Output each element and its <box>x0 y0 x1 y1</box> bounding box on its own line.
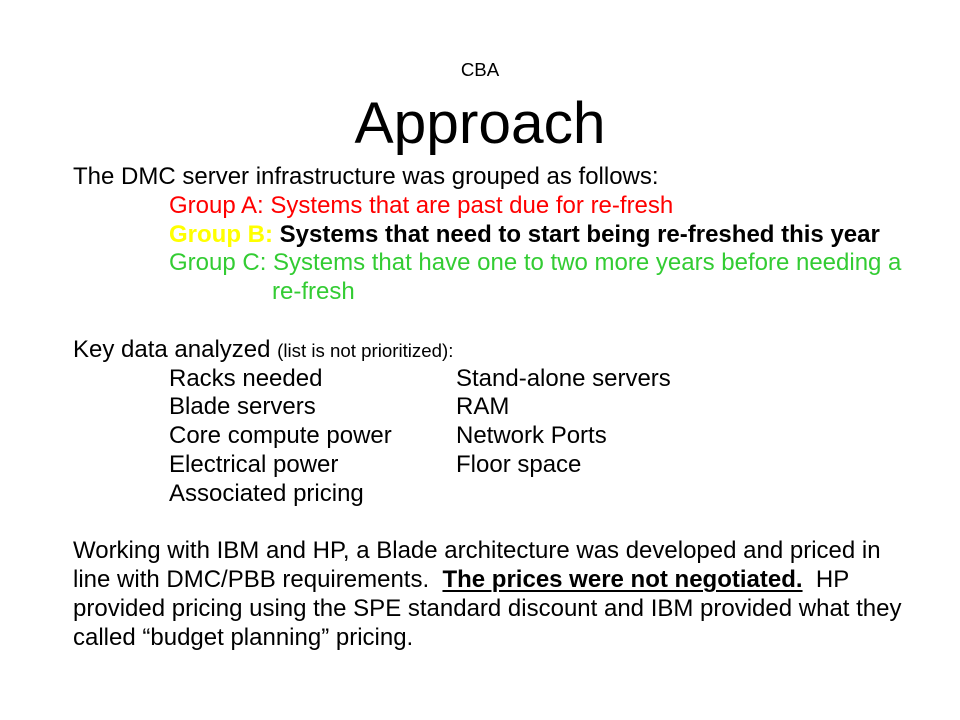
slide-header: CBA <box>460 59 500 80</box>
key-data-item: Blade servers <box>169 393 316 421</box>
key-data-heading-line <box>73 336 933 365</box>
key-data-row <box>73 422 933 451</box>
paragraph-line-3: provided pricing using the SPE standard discount and IBM provided what they <box>73 594 902 622</box>
paragraph-line-4: called “budget planning” pricing. <box>73 623 414 651</box>
slide-body <box>73 163 933 653</box>
key-data-item: Racks needed <box>169 364 323 392</box>
group-c-continuation-text: re-fresh <box>272 278 355 306</box>
paragraph-line-2-end: HP <box>802 566 850 594</box>
key-data-item: Floor space <box>456 450 582 478</box>
paragraph-line-2-start: line with DMC/PBB requirements. <box>73 566 443 594</box>
key-data-item: Stand-alone servers <box>456 364 671 392</box>
key-data-item: Network Ports <box>456 422 607 450</box>
key-data-row <box>73 393 933 422</box>
key-data-item: Electrical power <box>169 450 339 478</box>
spacer <box>73 509 933 538</box>
group-c-line <box>73 249 933 278</box>
intro-line: The DMC server infrastructure was grouped as follows: <box>73 163 659 190</box>
paragraph-line-1: Working with IBM and HP, a Blade architecture was developed and priced in <box>73 537 881 565</box>
group-b-label: Group B: <box>169 220 273 248</box>
key-data-row <box>73 365 933 394</box>
paragraph-emphasis: The prices were not negotiated. <box>442 566 803 594</box>
key-data-item: RAM <box>456 393 510 421</box>
key-data-row <box>73 480 933 509</box>
key-data-heading: Key data analyzed <box>73 335 271 363</box>
slide-title: Approach <box>354 91 606 156</box>
key-data-item: Associated pricing <box>169 479 364 507</box>
group-b-text: Systems that need to start being re-freshed this year <box>279 220 880 248</box>
group-c-text: Systems that have one to two more years before needing a <box>273 249 902 277</box>
key-data-row <box>73 451 933 480</box>
group-a-label: Group A: <box>169 191 264 219</box>
key-data-note: (list is not prioritized): <box>277 339 454 361</box>
group-a-line <box>73 192 933 221</box>
key-data-item: Core compute power <box>169 422 392 450</box>
group-b-line <box>73 221 933 250</box>
group-c-continuation <box>73 278 933 307</box>
paragraph-line-2 <box>73 566 933 595</box>
spacer <box>73 307 933 336</box>
group-a-text: Systems that are past due for re-fresh <box>270 191 674 219</box>
group-c-label: Group C: <box>169 249 267 277</box>
